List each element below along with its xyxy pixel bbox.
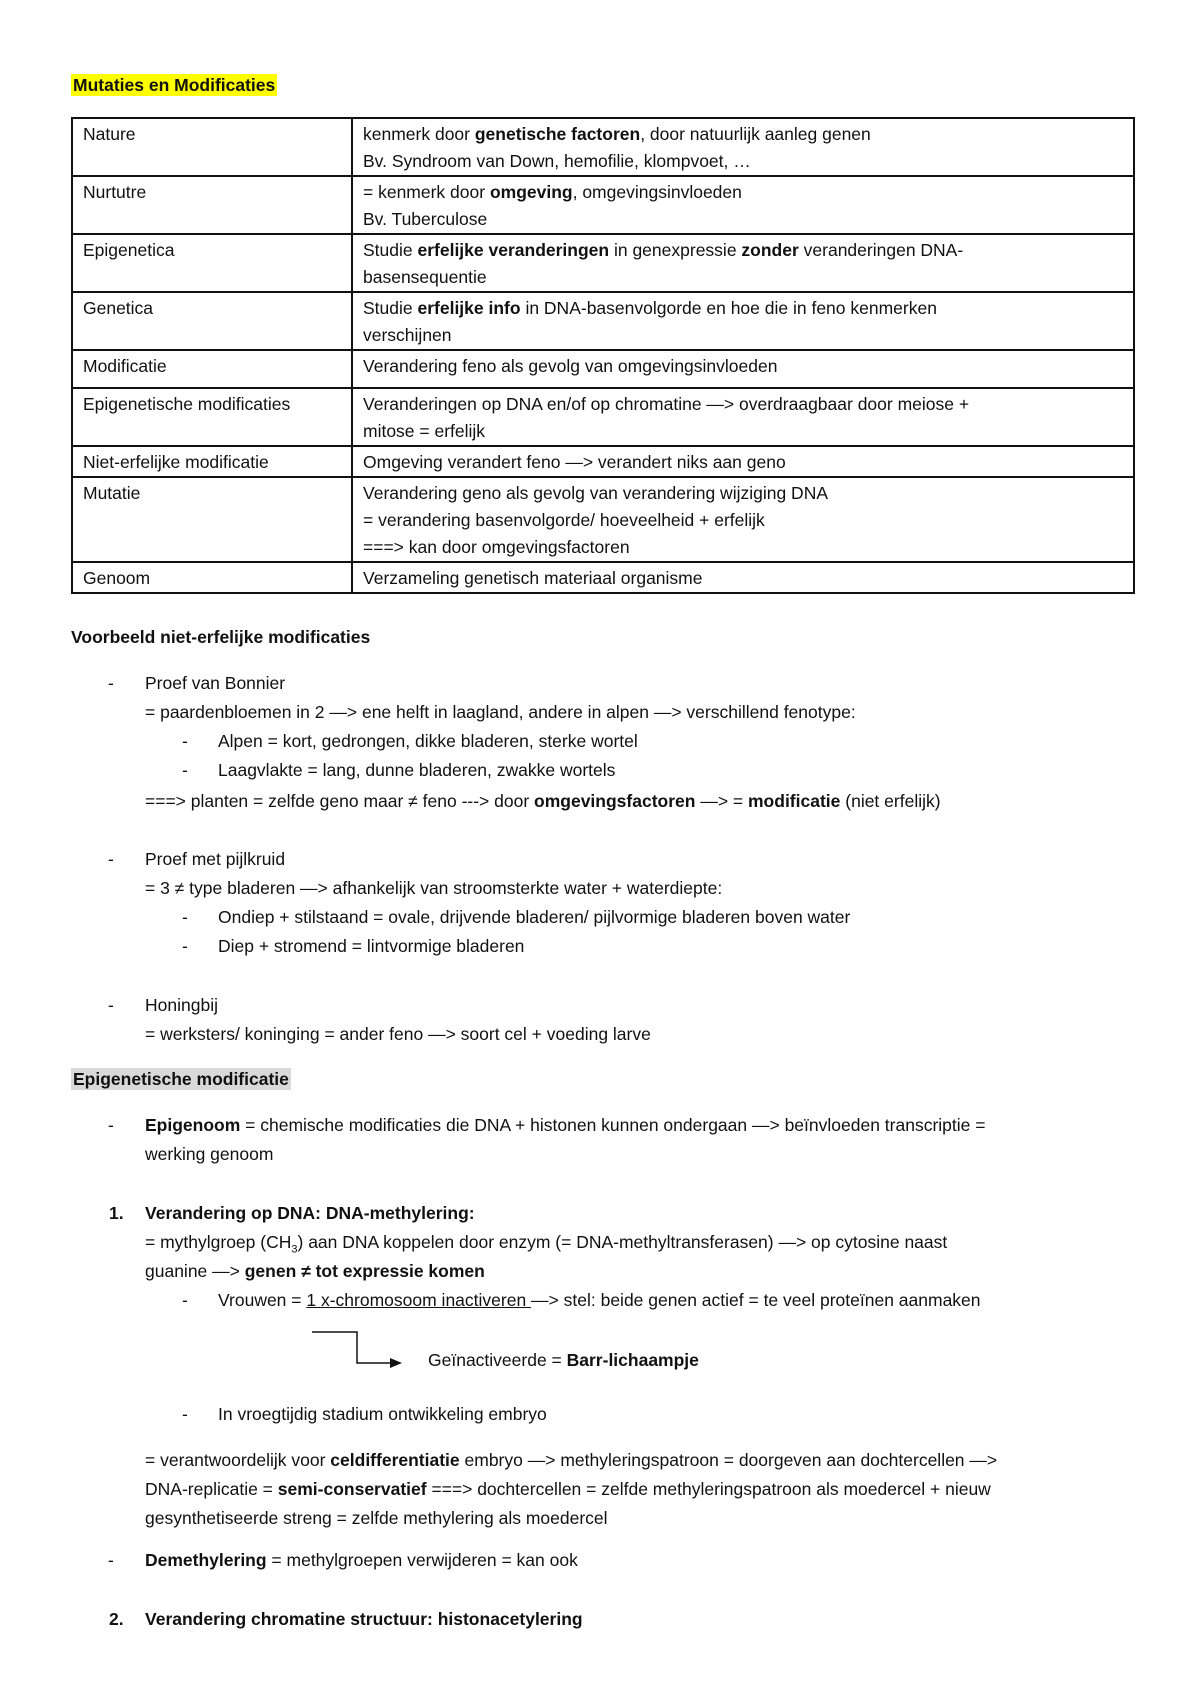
- list-item: Diep + stromend = lintvormige bladeren: [218, 936, 525, 956]
- text-line: DNA-replicatie = semi-conservatief ===> dochtercellen = zelfde methyleringspatroon als moedercel + nieuw: [145, 1479, 991, 1499]
- definitions-table: [71, 117, 1135, 594]
- numbered-heading: Verandering chromatine structuur: histonacetylering: [145, 1609, 583, 1629]
- term-cell: Nature: [72, 118, 352, 176]
- term-cell: Modificatie: [72, 350, 352, 388]
- text-line: werking genoom: [145, 1144, 274, 1164]
- bent-arrow-icon: [310, 1330, 405, 1370]
- table-row: [72, 350, 1134, 388]
- definition-cell: Verandering feno als gevolg van omgevingsinvloeden: [352, 350, 1134, 388]
- table-row: [72, 477, 1134, 562]
- definition-cell: = kenmerk door omgeving, omgevingsinvloeden Bv. Tuberculose: [352, 176, 1134, 234]
- text-line: = 3 ≠ type bladeren —> afhankelijk van stroomsterkte water + waterdiepte:: [145, 878, 723, 898]
- text-line: = mythylgroep $(CH_3)$ aan DNA koppelen door enzym (= DNA-methyltransferasen) —> op cytosine naast: [145, 1232, 948, 1256]
- definition-cell: Studie erfelijke info in DNA-basenvolgorde en hoe die in feno kenmerken verschijnen: [352, 292, 1134, 350]
- term-cell: Nurtutre: [72, 176, 352, 234]
- definition-cell: Omgeving verandert feno —> verandert niks aan geno: [352, 446, 1134, 477]
- text-line: ===> planten = zelfde geno maar ≠ feno ---> door omgevingsfactoren —> = modificatie (niet erfelijk): [145, 791, 941, 811]
- definition-cell: Veranderingen op DNA en/of op chromatine —> overdraagbaar door meiose + mitose = erfelijk: [352, 388, 1134, 446]
- text-line: guanine —> genen ≠ tot expressie komen: [145, 1261, 485, 1281]
- list-item: Demethylering = methylgroepen verwijderen = kan ook: [145, 1550, 578, 1570]
- list-bullet: -: [182, 1404, 188, 1424]
- list-bullet: -: [108, 995, 114, 1015]
- table-row: [72, 292, 1134, 350]
- table-row: [72, 118, 1134, 176]
- definition-cell: kenmerk door genetische factoren, door natuurlijk aanleg genen Bv. Syndroom van Down, hemofilie, klompvoet, …: [352, 118, 1134, 176]
- list-item: Epigenoom = chemische modificaties die DNA + histonen kunnen ondergaan —> beïnvloeden transcriptie =: [145, 1115, 986, 1135]
- numbered-heading: Verandering op DNA: DNA-methylering:: [145, 1203, 475, 1223]
- table-row: [72, 176, 1134, 234]
- definition-cell: Verandering geno als gevolg van verandering wijziging DNA = verandering basenvolgorde/ hoeveelheid + erfelijk ===> kan door omgevingsfactoren: [352, 477, 1134, 562]
- list-bullet: -: [108, 673, 114, 693]
- text-line: = werksters/ koninging = ander feno —> soort cel + voeding larve: [145, 1024, 651, 1044]
- text-line: = verantwoordelijk voor celdifferentiatie embryo —> methyleringspatroon = doorgeven aan dochtercellen —>: [145, 1450, 998, 1470]
- table-row: [72, 562, 1134, 593]
- list-item: Vrouwen = 1 x-chromosoom inactiveren —> stel: beide genen actief = te veel proteïnen aanmaken: [218, 1290, 981, 1310]
- list-item: Proef met pijlkruid: [145, 849, 286, 869]
- list-number: 1.: [109, 1203, 124, 1223]
- table-row: [72, 446, 1134, 477]
- term-cell: Niet-erfelijke modificatie: [72, 446, 352, 477]
- definition-cell: Studie erfelijke veranderingen in genexpressie zonder veranderingen DNA- basensequentie: [352, 234, 1134, 292]
- definition-cell: Verzameling genetisch materiaal organisme: [352, 562, 1134, 593]
- term-cell: Mutatie: [72, 477, 352, 562]
- list-item: Laagvlakte = lang, dunne bladeren, zwakke wortels: [218, 760, 616, 780]
- text-line: gesynthetiseerde streng = zelfde methylering als moedercel: [145, 1508, 608, 1528]
- list-number: 2.: [109, 1609, 124, 1629]
- list-bullet: -: [182, 760, 188, 780]
- table-row: [72, 234, 1134, 292]
- list-item: Proef van Bonnier: [145, 673, 286, 693]
- list-item: In vroegtijdig stadium ontwikkeling embryo: [218, 1404, 547, 1424]
- page-title: Mutaties en Modificaties: [73, 75, 276, 95]
- term-cell: Genetica: [72, 292, 352, 350]
- list-item: Alpen = kort, gedrongen, dikke bladeren, sterke wortel: [218, 731, 638, 751]
- list-bullet: -: [182, 1290, 188, 1310]
- list-bullet: -: [182, 936, 188, 956]
- list-bullet: -: [108, 1115, 114, 1135]
- text-line: = paardenbloemen in 2 —> ene helft in laagland, andere in alpen —> verschillend fenotype:: [145, 702, 856, 722]
- section-heading: Voorbeeld niet-erfelijke modificaties: [71, 627, 371, 647]
- term-cell: Epigenetica: [72, 234, 352, 292]
- list-bullet: -: [108, 1550, 114, 1570]
- list-bullet: -: [182, 731, 188, 751]
- list-bullet: -: [182, 907, 188, 927]
- term-cell: Epigenetische modificaties: [72, 388, 352, 446]
- list-bullet: -: [108, 849, 114, 869]
- list-item: Ondiep + stilstaand = ovale, drijvende bladeren/ pijlvormige bladeren boven water: [218, 907, 851, 927]
- annotation-text: Geïnactiveerde = Barr-lichaampje: [428, 1350, 699, 1370]
- list-item: Honingbij: [145, 995, 218, 1015]
- section-heading: Epigenetische modificatie: [73, 1069, 289, 1089]
- table-row: [72, 388, 1134, 446]
- term-cell: Genoom: [72, 562, 352, 593]
